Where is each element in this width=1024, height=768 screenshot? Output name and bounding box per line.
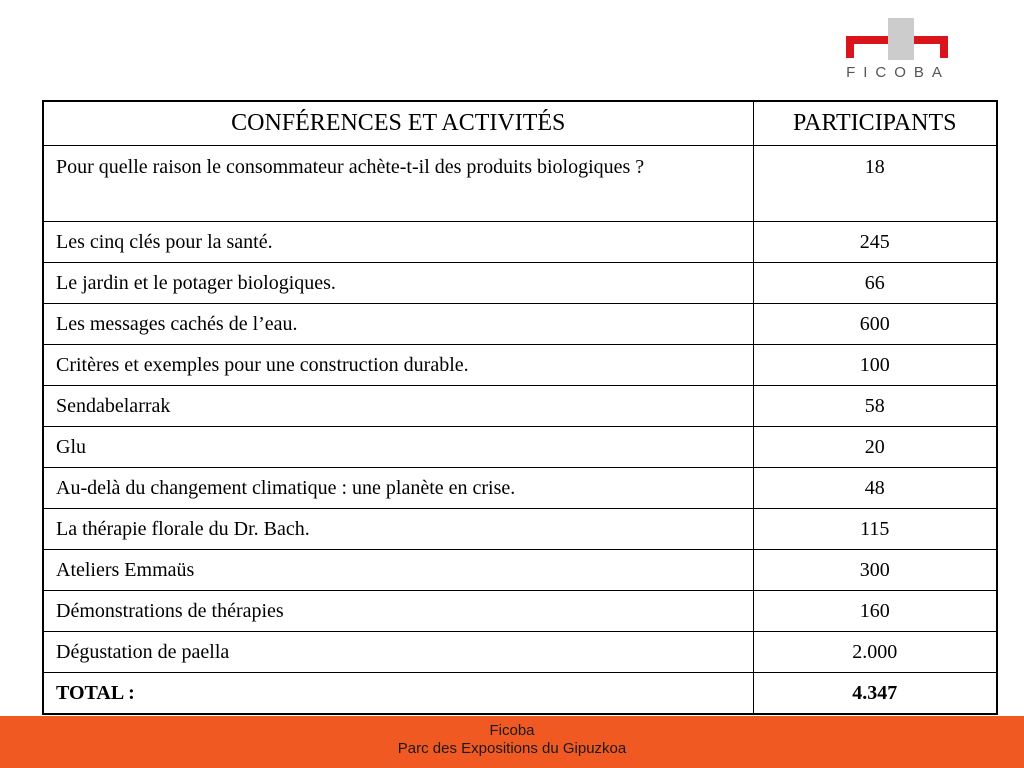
- participants-cell: 115: [753, 509, 997, 550]
- activity-cell: Dégustation de paella: [43, 632, 753, 673]
- ficoba-logo: [838, 14, 958, 84]
- activity-cell: Les messages cachés de l’eau.: [43, 304, 753, 345]
- activity-cell: Pour quelle raison le consommateur achète-t-il des produits biologiques ?: [43, 146, 753, 222]
- table-row: [43, 591, 997, 632]
- participants-cell: 600: [753, 304, 997, 345]
- participants-cell: 20: [753, 427, 997, 468]
- participants-cell: 160: [753, 591, 997, 632]
- activity-cell: Sendabelarrak: [43, 386, 753, 427]
- activity-cell: Critères et exemples pour une construction durable.: [43, 345, 753, 386]
- table-row: [43, 146, 997, 222]
- table-row: [43, 632, 997, 673]
- total-label: TOTAL :: [43, 673, 753, 715]
- total-row: [43, 673, 997, 715]
- activity-cell: La thérapie florale du Dr. Bach.: [43, 509, 753, 550]
- activities-table: [42, 100, 998, 715]
- table-row: [43, 427, 997, 468]
- table-header-row: [43, 101, 997, 146]
- header-activities: CONFÉRENCES ET ACTIVITÉS: [43, 101, 753, 146]
- table-row: [43, 550, 997, 591]
- participants-cell: 300: [753, 550, 997, 591]
- participants-cell: 58: [753, 386, 997, 427]
- participants-cell: 66: [753, 263, 997, 304]
- header-participants: PARTICIPANTS: [753, 101, 997, 146]
- table-row: [43, 222, 997, 263]
- table-row: [43, 468, 997, 509]
- activity-cell: Ateliers Emmaüs: [43, 550, 753, 591]
- activity-cell: Démonstrations de thérapies: [43, 591, 753, 632]
- participants-cell: 48: [753, 468, 997, 509]
- participants-cell: 18: [753, 146, 997, 222]
- ficoba-logo-mark: [838, 14, 958, 64]
- activity-cell: Au-delà du changement climatique : une planète en crise.: [43, 468, 753, 509]
- table-row: [43, 386, 997, 427]
- activity-cell: Glu: [43, 427, 753, 468]
- footer-bar: [0, 716, 1024, 768]
- table-row: [43, 509, 997, 550]
- total-value: 4.347: [753, 673, 997, 715]
- footer-subtitle: Parc des Expositions du Gipuzkoa: [397, 740, 627, 757]
- footer-title: Ficoba: [489, 722, 535, 739]
- activity-cell: Les cinq clés pour la santé.: [43, 222, 753, 263]
- logo-text: FICOBA: [846, 64, 950, 81]
- participants-cell: 245: [753, 222, 997, 263]
- participants-cell: 100: [753, 345, 997, 386]
- activity-cell: Le jardin et le potager biologiques.: [43, 263, 753, 304]
- table-row: [43, 345, 997, 386]
- participants-cell: 2.000: [753, 632, 997, 673]
- table-row: [43, 304, 997, 345]
- table-row: [43, 263, 997, 304]
